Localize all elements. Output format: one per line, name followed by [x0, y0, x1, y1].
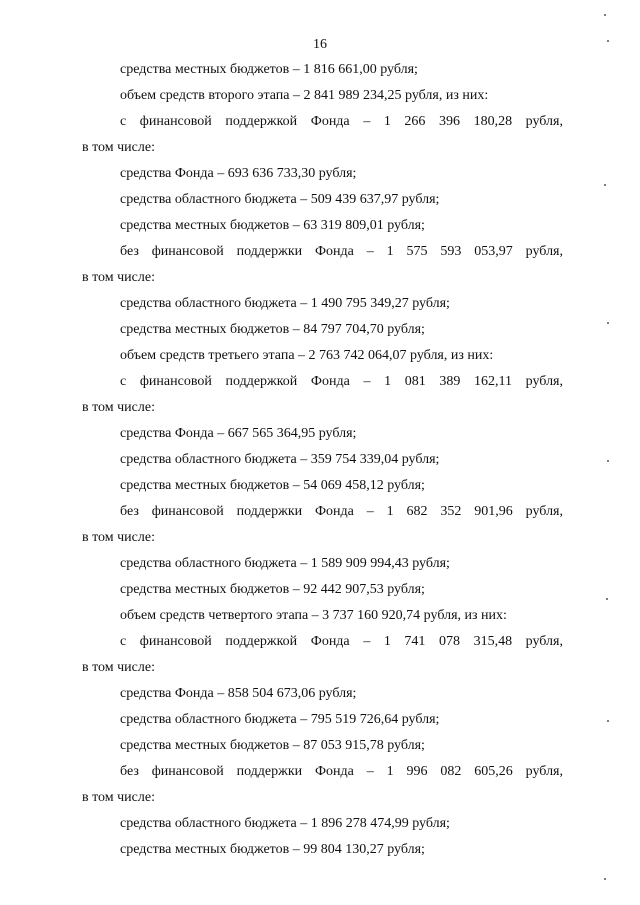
text-line: средства областного бюджета – 1 490 795 349,27 рубля;	[120, 296, 450, 311]
text-line: средства местных бюджетов – 87 053 915,78 рубля;	[120, 738, 425, 753]
text-line: в том числе:	[82, 400, 155, 415]
text-line: в том числе:	[82, 270, 155, 285]
text-line: с финансовой поддержкой Фонда – 1 741 078 315,48 рубля,	[120, 634, 563, 649]
scan-speck	[607, 40, 609, 42]
text-line: средства областного бюджета – 1 896 278 474,99 рубля;	[120, 816, 450, 831]
scan-speck	[606, 598, 608, 600]
text-line: без финансовой поддержки Фонда – 1 996 082 605,26 рубля,	[120, 764, 563, 779]
text-line: объем средств второго этапа – 2 841 989 234,25 рубля, из них:	[120, 88, 489, 103]
text-line: с финансовой поддержкой Фонда – 1 081 389 162,11 рубля,	[120, 374, 563, 389]
text-line: средства Фонда – 667 565 364,95 рубля;	[120, 426, 357, 441]
text-line: объем средств третьего этапа – 2 763 742 064,07 рубля, из них:	[120, 348, 494, 363]
text-line: средства местных бюджетов – 1 816 661,00 рубля;	[120, 62, 418, 77]
text-line: средства местных бюджетов – 84 797 704,70 рубля;	[120, 322, 425, 337]
text-line: с финансовой поддержкой Фонда – 1 266 396 180,28 рубля,	[120, 114, 563, 129]
text-line: средства местных бюджетов – 92 442 907,53 рубля;	[120, 582, 425, 597]
text-line: средства областного бюджета – 1 589 909 994,43 рубля;	[120, 556, 450, 571]
scan-speck	[604, 184, 606, 186]
text-line: в том числе:	[82, 660, 155, 675]
scan-speck	[604, 14, 606, 16]
text-line: средства областного бюджета – 509 439 637,97 рубля;	[120, 192, 440, 207]
text-line: без финансовой поддержки Фонда – 1 682 352 901,96 рубля,	[120, 504, 563, 519]
text-line: средства Фонда – 858 504 673,06 рубля;	[120, 686, 357, 701]
text-line: в том числе:	[82, 530, 155, 545]
scan-speck	[604, 878, 606, 880]
text-line: в том числе:	[82, 140, 155, 155]
scan-speck	[607, 720, 609, 722]
text-line: средства местных бюджетов – 99 804 130,27 рубля;	[120, 842, 425, 857]
scan-speck	[607, 460, 609, 462]
text-line: средства областного бюджета – 795 519 726,64 рубля;	[120, 712, 440, 727]
text-line: объем средств четвертого этапа – 3 737 160 920,74 рубля, из них:	[120, 608, 507, 623]
text-line: средства местных бюджетов – 54 069 458,12 рубля;	[120, 478, 425, 493]
scan-speck	[607, 322, 609, 324]
text-line: без финансовой поддержки Фонда – 1 575 593 053,97 рубля,	[120, 244, 563, 259]
text-line: средства Фонда – 693 636 733,30 рубля;	[120, 166, 357, 181]
text-line: средства областного бюджета – 359 754 339,04 рубля;	[120, 452, 440, 467]
page-number: 16	[313, 37, 327, 52]
text-line: в том числе:	[82, 790, 155, 805]
text-line: средства местных бюджетов – 63 319 809,01 рубля;	[120, 218, 425, 233]
